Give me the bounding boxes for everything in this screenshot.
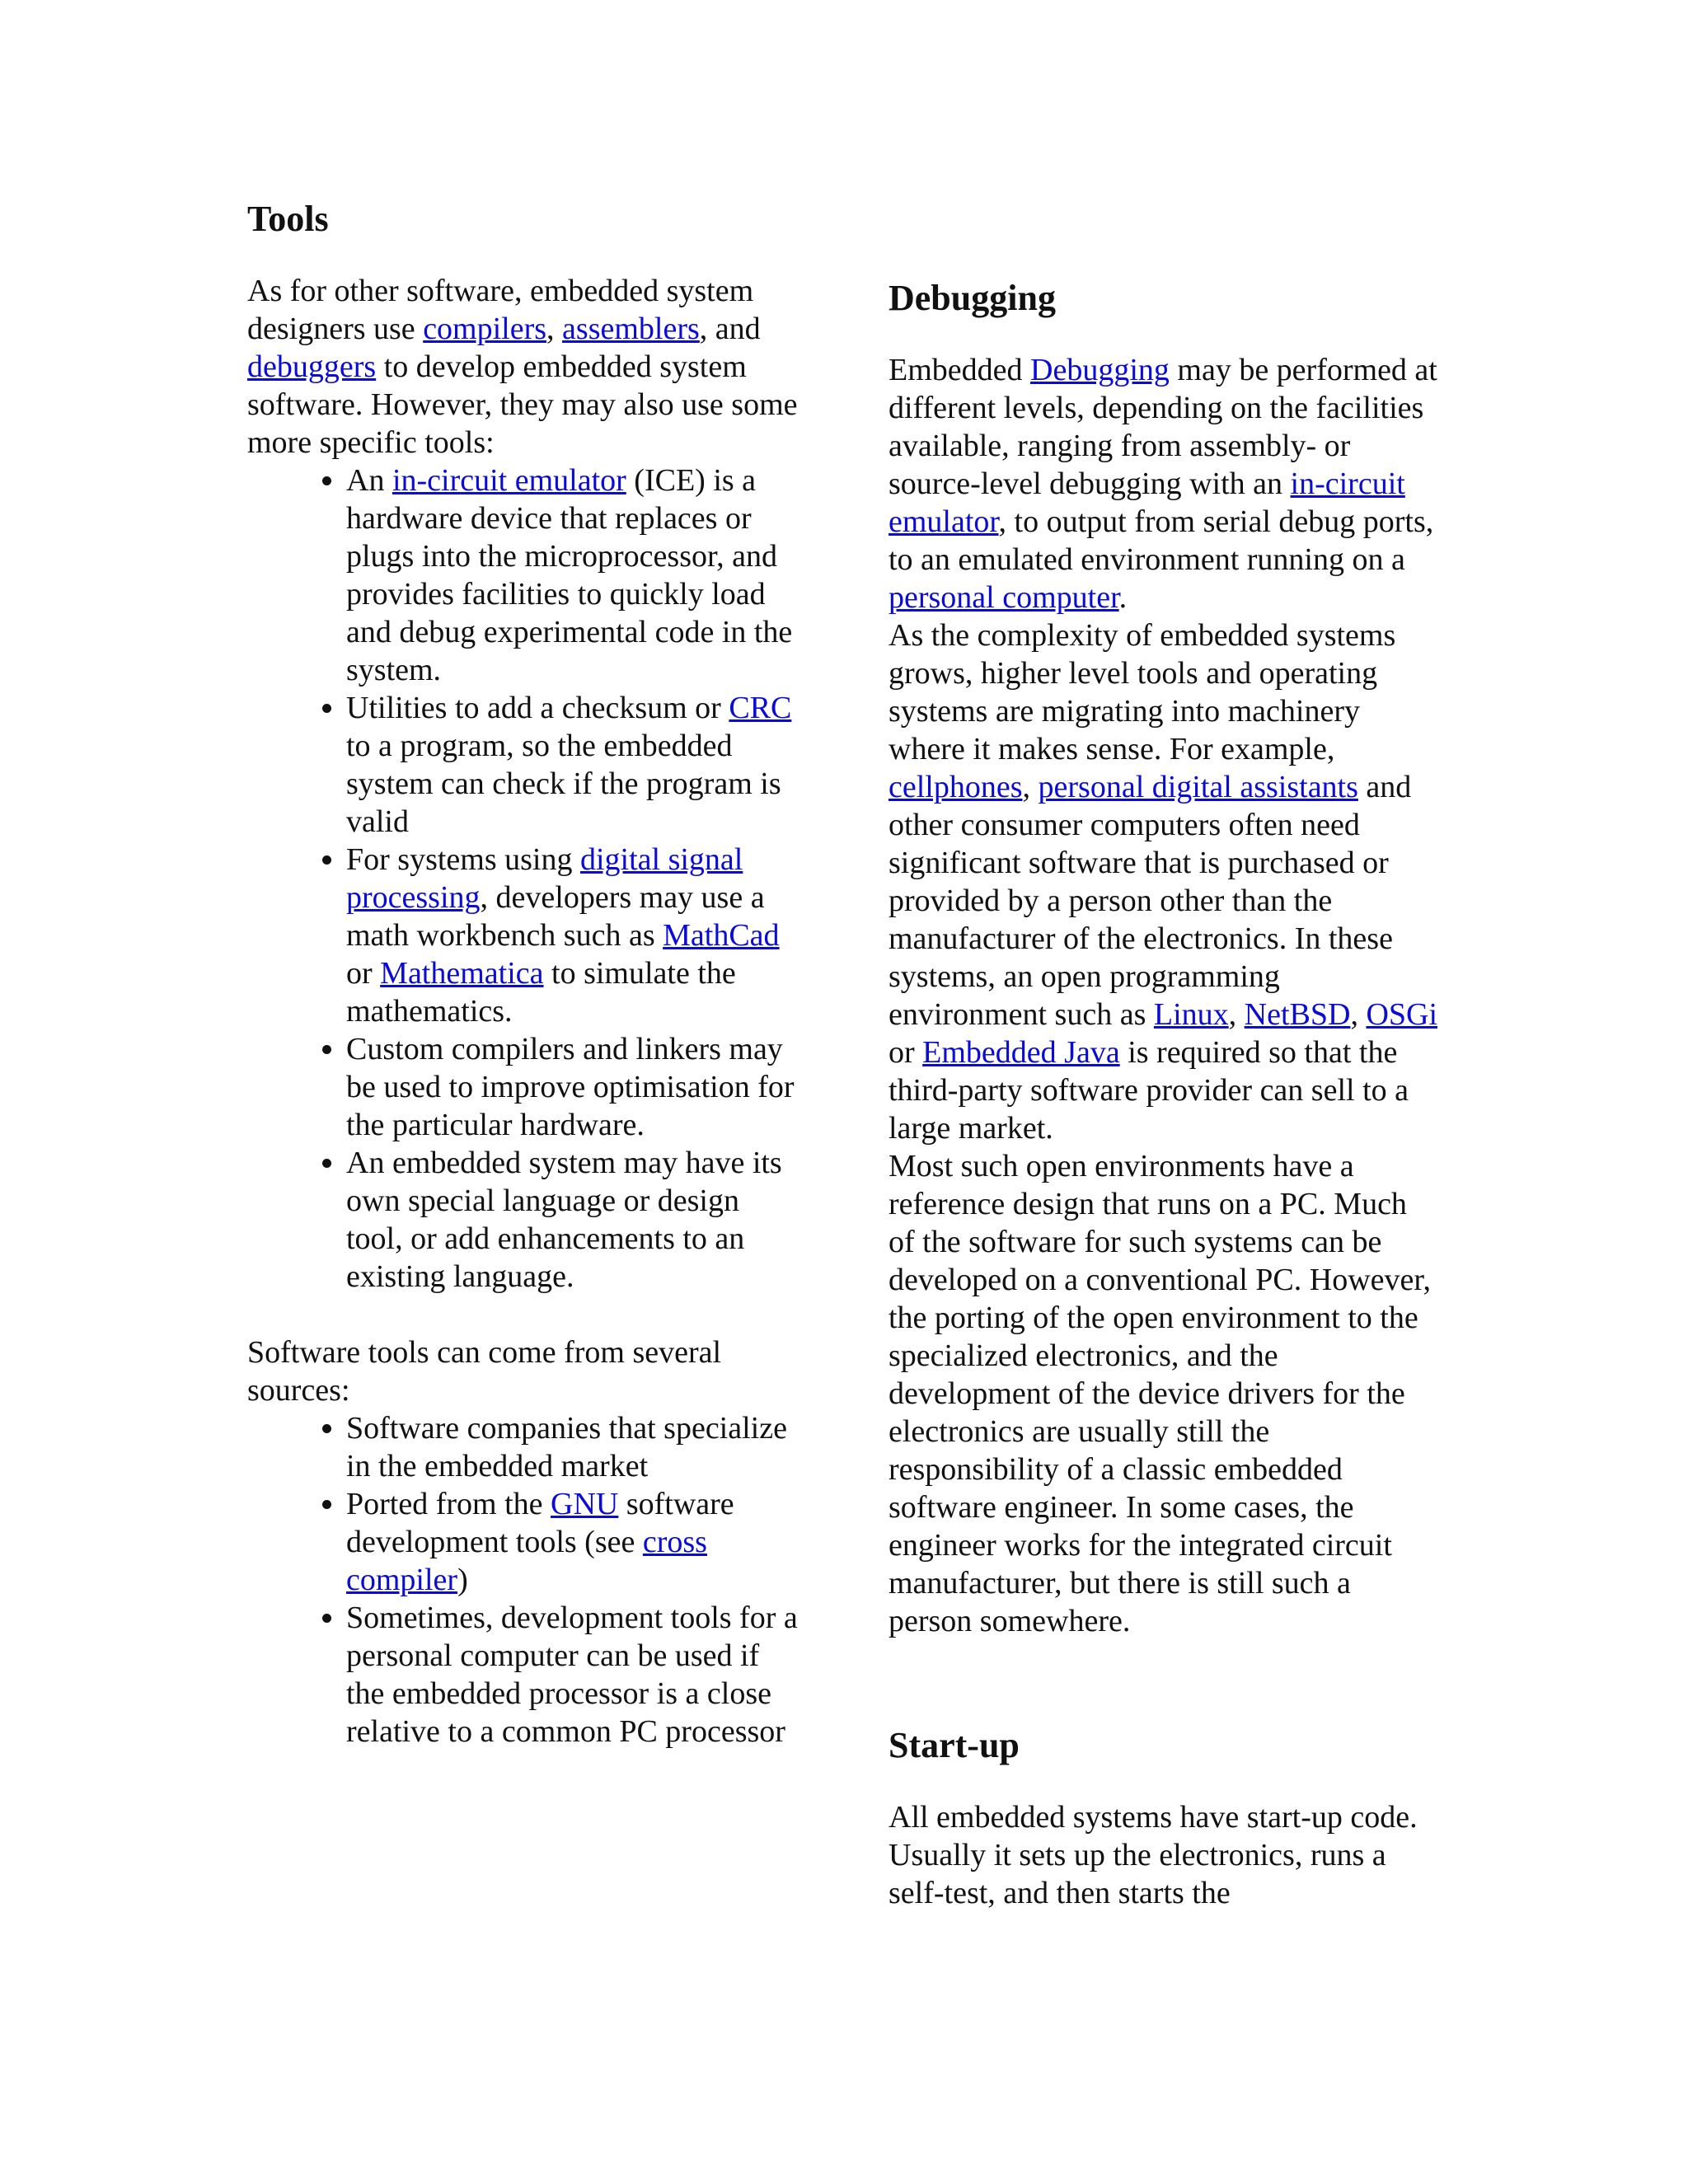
spacer [889, 1640, 1441, 1722]
text: An [346, 463, 392, 498]
startup-paragraph: All embedded systems have start-up code. Usually it sets up the electronics, runs a self-test, and then starts the [889, 1800, 1418, 1910]
spacer [889, 321, 1441, 351]
debuggers-link[interactable]: debuggers [247, 349, 377, 384]
startup-heading: Start-up [889, 1725, 1020, 1765]
osgi-link[interactable]: OSGi [1366, 997, 1438, 1032]
text: ) [457, 1563, 468, 1597]
text: to develop embedded system software. However, they may also use some more specific tools: [247, 349, 798, 460]
spacer [889, 1769, 1441, 1798]
tools-heading: Tools [247, 199, 329, 239]
text: , to output from serial debug ports, to an emulated environment running on a [889, 504, 1434, 577]
tools-list [247, 462, 799, 1296]
left-column [247, 196, 799, 1750]
list-item-ice [346, 462, 799, 689]
personal-digital-assistants-link[interactable]: personal digital assistants [1038, 770, 1358, 804]
cellphones-link[interactable]: cellphones [889, 770, 1023, 804]
spacer [247, 242, 799, 272]
text: For systems using [346, 842, 580, 877]
debugging-heading: Debugging [889, 278, 1056, 318]
list-item-crc [346, 689, 799, 841]
assemblers-link[interactable]: assemblers [562, 312, 700, 346]
cross-compiler-link[interactable]: cross compiler [346, 1525, 707, 1597]
compilers-link[interactable]: compilers [423, 312, 547, 346]
text: may be performed at different levels, depending on the facilities available, ranging from assembly- or source-level debugging with an [889, 353, 1437, 501]
text: , and [699, 312, 761, 346]
list-item-dsp [346, 841, 799, 1030]
personal-computer-link[interactable]: personal computer [889, 580, 1119, 615]
text: . [1118, 580, 1128, 615]
linux-link[interactable]: Linux [1153, 997, 1229, 1032]
list-item-gnu [346, 1485, 799, 1599]
sources-list [247, 1409, 799, 1750]
list-item-pc: • Sometimes, development tools for a personal computer can be used if the embedded processor is a close relative to a common PC processor [346, 1599, 799, 1750]
text: Utilities to add a checksum or [346, 691, 729, 725]
text: and other consumer computers often need significant software that is purchased or provided by a person other than the manufacturer of the electronics. In these systems, an open programming environment such as [889, 770, 1412, 1032]
list-item-companies: • Software companies that specialize in the embedded market [346, 1409, 799, 1485]
debugging-paragraph-2 [889, 616, 1441, 1147]
right-column [889, 275, 1441, 1912]
debugging-paragraph-3: Most such open environments have a reference design that runs on a PC. Much of the software for such systems can be developed on a conventional PC. However, the porting of the open environment to the specialized electronics, and the development of the device drivers for the electronics are usually still the responsibility of a classic embedded software engineer. In some cases, the engineer works for the integrated circuit manufacturer, but there is still such a person somewhere. [889, 1149, 1432, 1638]
text: Ported from the [346, 1487, 551, 1521]
in-circuit-emulator-link[interactable]: in-circuit emulator [889, 466, 1405, 539]
text: As the complexity of embedded systems grows, higher level tools and operating systems are migrating into machinery where it makes sense. For example, [889, 618, 1396, 766]
text: Embedded [889, 353, 1031, 387]
debugging-paragraph-1 [889, 351, 1441, 616]
sources-intro-paragraph: Software tools can come from several sources: [247, 1335, 722, 1408]
text: to simulate the mathematics. [346, 956, 736, 1029]
text: , [1350, 997, 1367, 1032]
text: , [1228, 997, 1245, 1032]
gnu-link[interactable]: GNU [551, 1487, 619, 1521]
tools-intro-paragraph [247, 272, 799, 462]
text: or [346, 956, 381, 991]
mathematica-link[interactable]: Mathematica [380, 956, 544, 991]
text: , [546, 312, 563, 346]
list-item-language: • An embedded system may have its own special language or design tool, or add enhancements to an existing language. [346, 1144, 799, 1296]
mathcad-link[interactable]: MathCad [663, 918, 780, 953]
crc-link[interactable]: CRC [729, 691, 792, 725]
text: software development tools (see [346, 1487, 734, 1559]
debugging-link[interactable]: Debugging [1030, 353, 1170, 387]
embedded-java-link[interactable]: Embedded Java [922, 1035, 1120, 1070]
in-circuit-emulator-link[interactable]: in-circuit emulator [392, 463, 626, 498]
text: , [1022, 770, 1039, 804]
digital-signal-processing-link[interactable]: digital signal processing [346, 842, 743, 915]
list-item-compilers: • Custom compilers and linkers may be used to improve optimisation for the particular hardware. [346, 1030, 799, 1144]
text: or [889, 1035, 923, 1070]
text: to a program, so the embedded system can check if the program is valid [346, 729, 781, 839]
text: (ICE) is a hardware device that replaces or plugs into the microprocessor, and provides facilities to quickly load and debug experimental code in the system. [346, 463, 793, 687]
text: As for other software, embedded system designers use [247, 274, 754, 346]
text: is required so that the third-party software provider can sell to a large market. [889, 1035, 1409, 1146]
text: , developers may use a math workbench such as [346, 880, 765, 953]
netbsd-link[interactable]: NetBSD [1244, 997, 1351, 1032]
spacer [247, 1296, 799, 1333]
